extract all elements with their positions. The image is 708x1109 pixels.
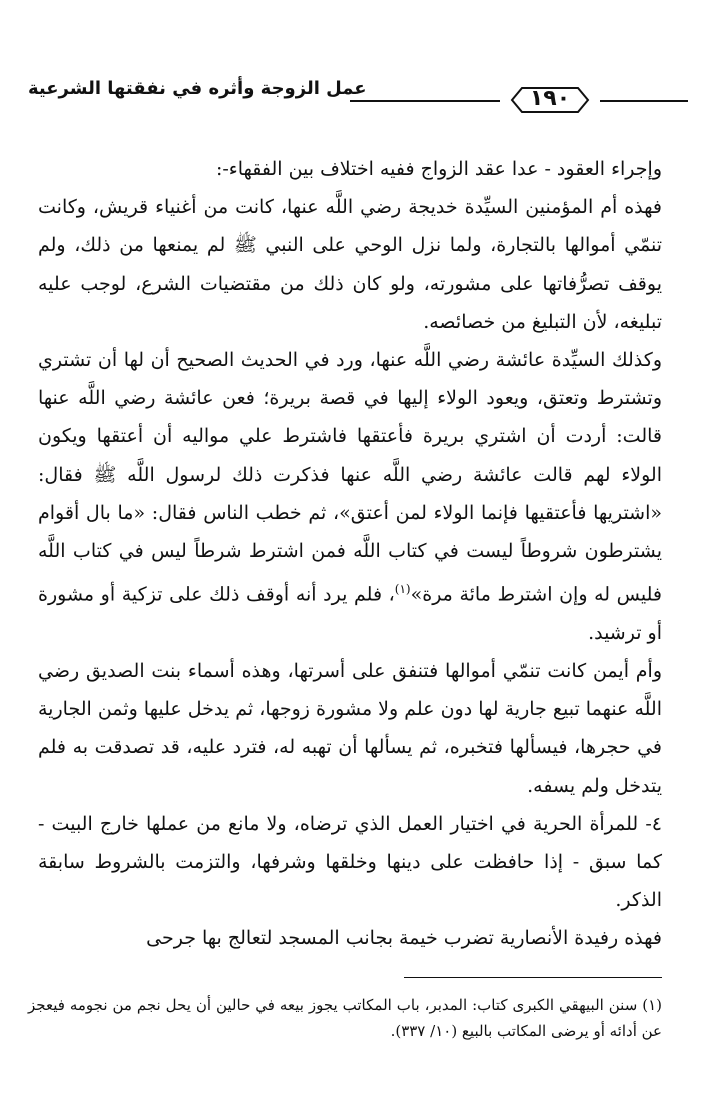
footnote-divider (404, 977, 662, 978)
paragraph: فهذه أم المؤمنين السيِّدة خديجة رضي اللَّه عنها، كانت من أغنياء قريش، وكانت تنمّي أموالها بالتجارة، ولما نزل الوحي على النبي ﷺ لم يمنعها من ذلك، ولم يوقف تصرُّفاتها على مشورته، ولو كان ذلك من مقتضيات الشرع، لوجب عليه تبليغه، لأن التبليغ من خصائصه. (38, 196, 662, 333)
paragraph-text: ، فلم يرد أنه أوقف ذلك على تزكية أو مشورة أو ترشيد. (38, 583, 662, 644)
paragraph: وإجراء العقود - عدا عقد الزواج ففيه اختلاف بين الفقهاء-: (215, 158, 662, 180)
header-rule-left (350, 100, 500, 102)
page-header (20, 72, 688, 124)
header-rule-right (600, 100, 688, 102)
page-number-frame (510, 84, 590, 116)
paragraph-text: وكذلك السيِّدة عائشة رضي اللَّه عنها، ورد في الحديث الصحيح أن لها أن تشتري وتشترط وتعتق، ويعود الولاء إليها في قصة بريرة؛ فعن عائشة رضي اللَّه عنها قالت: أردت أن اشتري بريرة فأعتقها فاشترط علي مواليه أن أعتقها ويكون الولاء لهم قالت عائشة رضي اللَّه عنها فذكرت ذلك لرسول اللَّه ﷺ فقال: «اشتريها فأعتقيها فإنما الولاء لمن أعتق»، ثم خطب الناس فقال: «ما بال أقوام يشترطون شروطاً ليست في كتاب اللَّه فمن اشترط شرطاً ليس في كتاب اللَّه فليس له وإن اشترط مائة مرة» (38, 349, 663, 606)
page-number: ١٩٠ (529, 86, 571, 111)
footnote-text: (١) سنن البيهقي الكبرى كتاب: المدبر، باب المكاتب يجوز بيعه في حالين أن يحل نجم من نجومه فيعجز عن أدائه أو يرضى المكاتب بالبيع (١٠/ ٣٣٧). (28, 996, 662, 1040)
paragraph: فهذه رفيدة الأنصارية تضرب خيمة بجانب المسجد لتعالج بها جرحى (146, 927, 662, 950)
running-title: عمل الزوجة وأثره في نفقتها الشرعية (28, 78, 367, 99)
paragraph (38, 341, 662, 652)
footnote (28, 992, 662, 1044)
main-text (38, 150, 662, 958)
paragraph: ٤- للمرأة الحرية في اختيار العمل الذي ترضاه، ولا مانع من عملها خارج البيت - كما سبق - إذا حافظت على دينها وخلقها وشرفها، والتزمت بالشروط سابقة الذكر. (38, 812, 662, 912)
paragraph: وأم أيمن كانت تنمّي أموالها فتنفق على أسرتها، وهذه أسماء بنت الصديق رضي اللَّه عنهما تبيع جارية لها دون علم ولا مشورة زوجها، ثم يدخل عليها وثمن الجارية في حجرها، فيسألها فتخبره، ثم يسألها أن تهبه له، فترد عليه، قد تصدقت به فلم يتدخل ولم يسفه. (38, 659, 662, 797)
footnote-reference: (١) (394, 582, 411, 597)
